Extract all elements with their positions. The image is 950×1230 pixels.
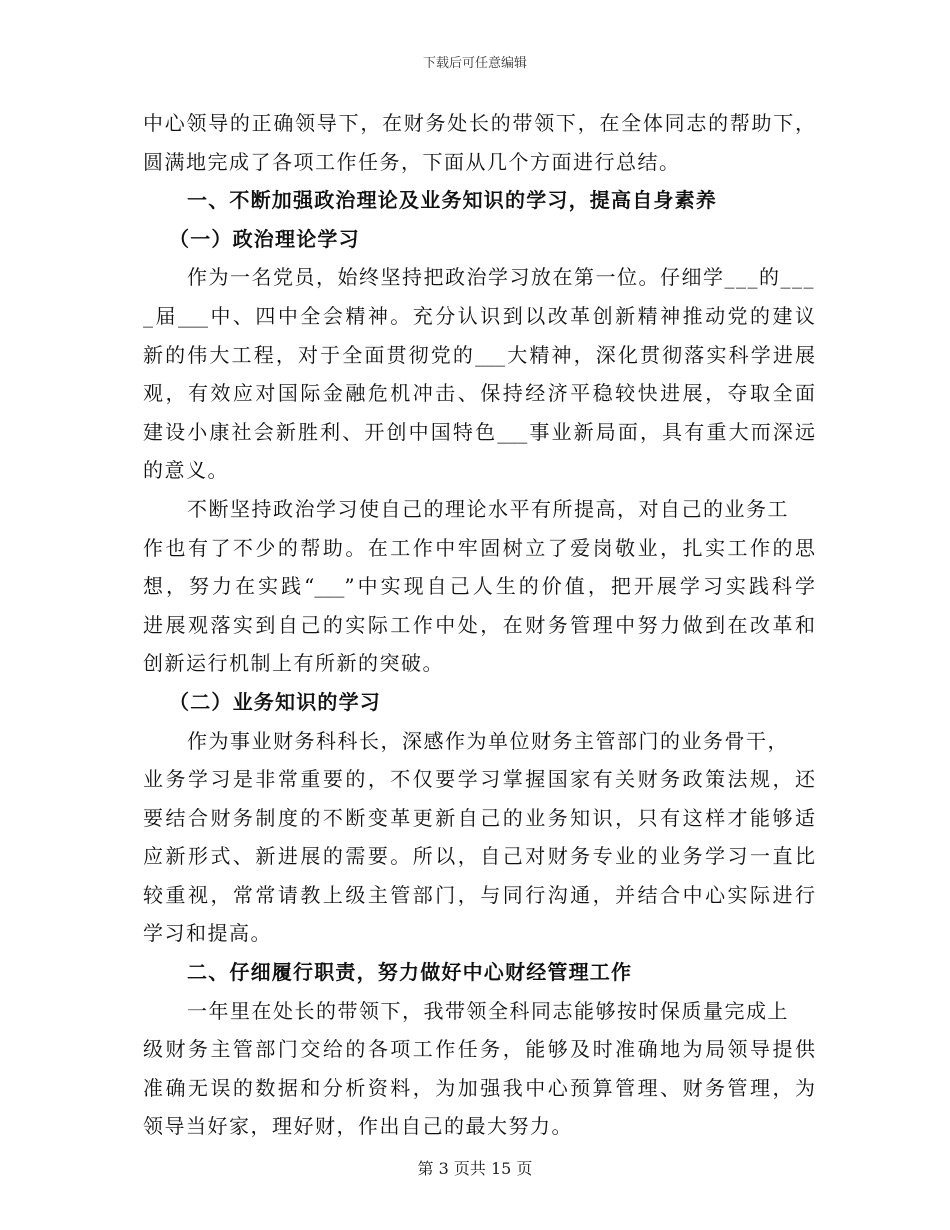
text-line: 学习和提高。 [143, 921, 272, 946]
page-number: 第 3 页共 15 页 [417, 1159, 533, 1178]
text-line: 应新形式、新进展的需要。所以，自己对财务专业的业务学习一直比 [143, 844, 815, 869]
text-line: _届___中、四中全会精神。充分认识到以改革创新精神推动党的建议 [143, 303, 815, 328]
text-line: 领导当好家，理好财，作出自己的最大努力。 [143, 1114, 573, 1139]
section-heading: 二、仔细履行职责，努力做好中心财经管理工作 [187, 960, 633, 985]
page-header-note: 下载后可任意编辑 [422, 56, 527, 71]
section-heading: （二）业务知识的学习 [169, 689, 381, 714]
text-line: 级财务主管部门交给的各项工作任务，能够及时准确地为局领导提供 [143, 1037, 815, 1062]
text-line: 观，有效应对国际金融危机冲击、保持经济平稳较快进展，夺取全面 [143, 381, 815, 406]
text-line: 作也有了不少的帮助。在工作中牢固树立了爱岗敬业，扎实工作的思 [143, 535, 815, 560]
text-line: 较重视，常常请教上级主管部门，与同行沟通，并结合中心实际进行 [143, 882, 815, 907]
text-line: 业务学习是非常重要的，不仅要学习掌握国家有关财务政策法规，还 [143, 767, 815, 792]
text-line: 进展观落实到自己的实际工作中处，在财务管理中努力做到在改革和 [143, 612, 815, 637]
text-line: 作为一名党员，始终坚持把政治学习放在第一位。仔细学___的___ [187, 265, 815, 290]
text-line: 一年里在处长的带领下，我带领全科同志能够按时保质量完成上 [187, 998, 789, 1023]
text-line: 的意义。 [143, 458, 229, 483]
text-line: 新的伟大工程，对于全面贯彻党的___大精神，深化贯彻落实科学进展 [143, 342, 815, 367]
text-line: 中心领导的正确领导下，在财务处长的带领下，在全体同志的帮助下， [143, 111, 815, 135]
text-line: 建设小康社会新胜利、开创中国特色___事业新局面，具有重大而深远 [143, 419, 815, 444]
text-line: 要结合财务制度的不断变革更新自己的业务知识，只有这样才能够适 [143, 805, 815, 830]
text-line: 想，努力在实践“___”中实现自己人生的价值，把开展学习实践科学 [143, 574, 815, 599]
document-body [143, 104, 815, 1146]
text-line: 创新运行机制上有所新的突破。 [143, 651, 444, 676]
text-line: 准确无误的数据和分析资料，为加强我中心预算管理、财务管理，为 [143, 1075, 815, 1100]
section-heading: （一）政治理论学习 [169, 226, 360, 251]
text-line: 圆满地完成了各项工作任务，下面从几个方面进行总结。 [143, 149, 681, 174]
text-line: 不断坚持政治学习使自己的理论水平有所提高，对自己的业务工 [187, 496, 789, 521]
section-heading: 一、不断加强政治理论及业务知识的学习，提高自身素养 [187, 188, 717, 213]
text-line: 作为事业财务科科长，深感作为单位财务主管部门的业务骨干， [187, 728, 789, 753]
